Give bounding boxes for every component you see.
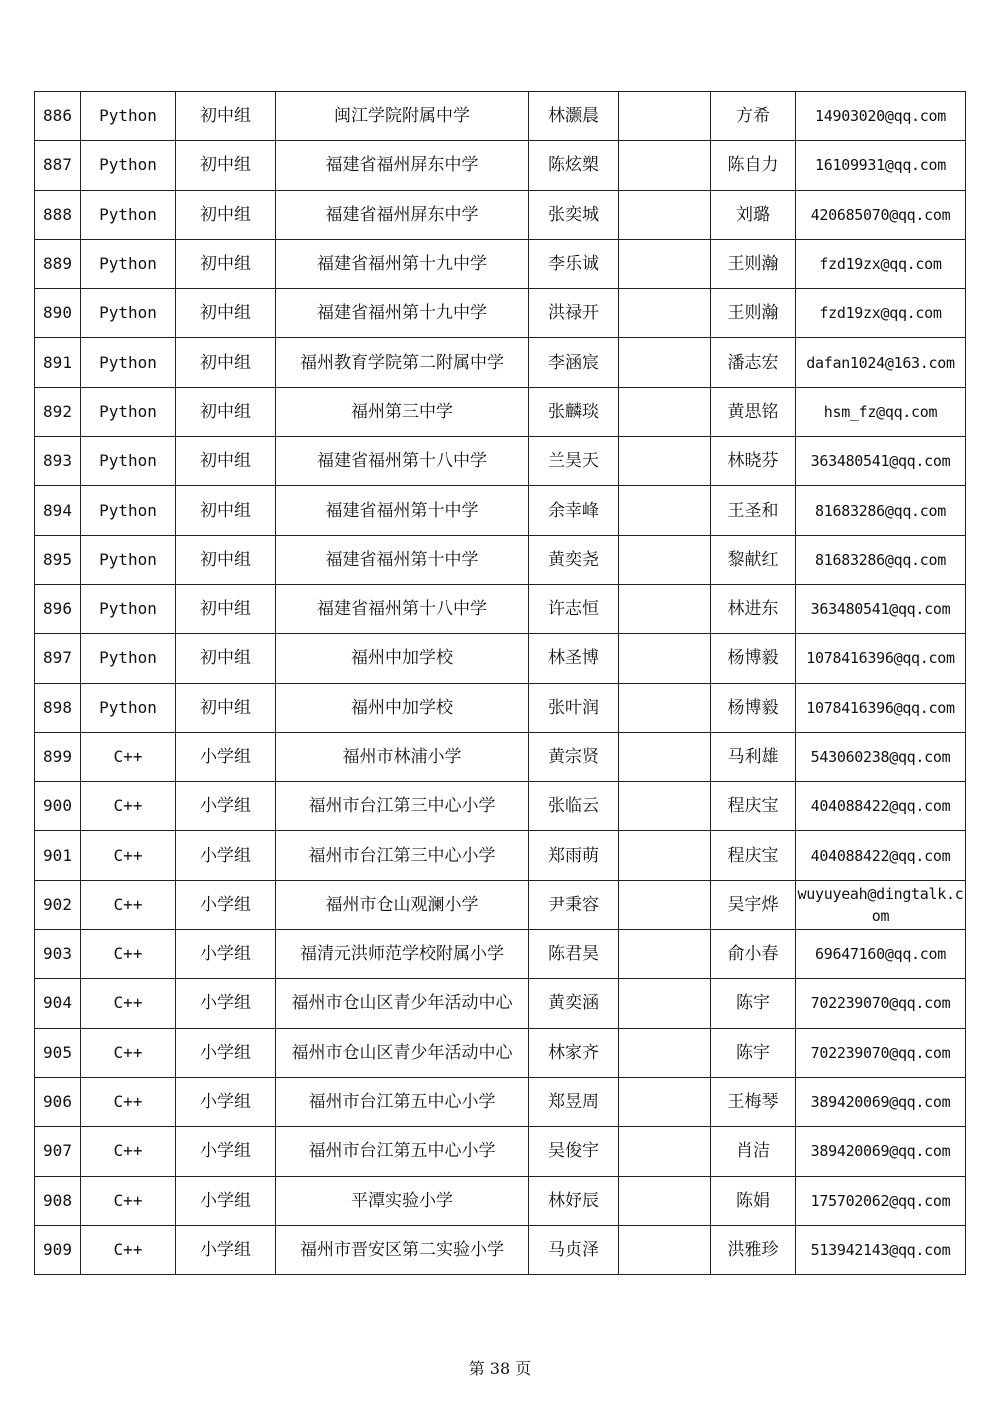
table-row	[35, 1077, 966, 1126]
group: 初中组	[176, 239, 276, 288]
contact-email: 14903020@qq.com	[796, 92, 966, 141]
teacher-name: 黄思铭	[711, 387, 796, 436]
group: 初中组	[176, 92, 276, 141]
blank-cell	[619, 239, 711, 288]
language: Python	[81, 486, 176, 535]
teacher-name: 马利雄	[711, 732, 796, 781]
student-name: 吴俊宇	[529, 1127, 619, 1176]
teacher-name: 程庆宝	[711, 782, 796, 831]
language: Python	[81, 437, 176, 486]
student-name: 林圣博	[529, 634, 619, 683]
school-name: 福州市晋安区第二实验小学	[276, 1225, 529, 1274]
entry-number: 906	[35, 1077, 81, 1126]
school-name: 福建省福州第十中学	[276, 486, 529, 535]
contact-email: 702239070@qq.com	[796, 1028, 966, 1077]
contact-email: 543060238@qq.com	[796, 732, 966, 781]
table-row	[35, 880, 966, 929]
language: Python	[81, 239, 176, 288]
school-name: 福建省福州屏东中学	[276, 190, 529, 239]
entry-number: 902	[35, 880, 81, 929]
contact-email: 702239070@qq.com	[796, 979, 966, 1028]
blank-cell	[619, 782, 711, 831]
table-row	[35, 979, 966, 1028]
blank-cell	[619, 831, 711, 880]
school-name: 闽江学院附属中学	[276, 92, 529, 141]
teacher-name: 潘志宏	[711, 338, 796, 387]
group: 小学组	[176, 831, 276, 880]
student-name: 张临云	[529, 782, 619, 831]
contact-email: hsm_fz@qq.com	[796, 387, 966, 436]
blank-cell	[619, 437, 711, 486]
contact-email: 81683286@qq.com	[796, 535, 966, 584]
blank-cell	[619, 535, 711, 584]
entry-number: 899	[35, 732, 81, 781]
entry-number: 901	[35, 831, 81, 880]
school-name: 福建省福州第十中学	[276, 535, 529, 584]
contact-email: 420685070@qq.com	[796, 190, 966, 239]
teacher-name: 林晓芬	[711, 437, 796, 486]
blank-cell	[619, 634, 711, 683]
school-name: 福建省福州第十九中学	[276, 289, 529, 338]
entry-number: 909	[35, 1225, 81, 1274]
student-name: 黄奕尧	[529, 535, 619, 584]
contact-email: 513942143@qq.com	[796, 1225, 966, 1274]
student-name: 陈君昊	[529, 930, 619, 979]
entry-number: 904	[35, 979, 81, 1028]
blank-cell	[619, 92, 711, 141]
teacher-name: 吴宇烨	[711, 880, 796, 929]
table-row	[35, 1127, 966, 1176]
student-name: 郑昱周	[529, 1077, 619, 1126]
teacher-name: 黎献红	[711, 535, 796, 584]
school-name: 福州教育学院第二附属中学	[276, 338, 529, 387]
teacher-name: 王梅琴	[711, 1077, 796, 1126]
student-name: 郑雨萌	[529, 831, 619, 880]
language: C++	[81, 1028, 176, 1077]
teacher-name: 陈娟	[711, 1176, 796, 1225]
student-name: 许志恒	[529, 584, 619, 633]
table-row	[35, 1225, 966, 1274]
language: C++	[81, 880, 176, 929]
school-name: 福州市仓山区青少年活动中心	[276, 979, 529, 1028]
table-row	[35, 732, 966, 781]
school-name: 福州市台江第五中心小学	[276, 1127, 529, 1176]
school-name: 福建省福州第十八中学	[276, 437, 529, 486]
table-row	[35, 584, 966, 633]
school-name: 福州市台江第五中心小学	[276, 1077, 529, 1126]
group: 初中组	[176, 535, 276, 584]
blank-cell	[619, 880, 711, 929]
language: Python	[81, 535, 176, 584]
contact-email: 363480541@qq.com	[796, 437, 966, 486]
contact-email: 389420069@qq.com	[796, 1077, 966, 1126]
contact-email: dafan1024@163.com	[796, 338, 966, 387]
group: 小学组	[176, 1077, 276, 1126]
language: C++	[81, 831, 176, 880]
contact-email: 16109931@qq.com	[796, 141, 966, 190]
contact-email: 81683286@qq.com	[796, 486, 966, 535]
entry-number: 907	[35, 1127, 81, 1176]
language: C++	[81, 732, 176, 781]
entry-number: 887	[35, 141, 81, 190]
table-row	[35, 239, 966, 288]
student-name: 余幸峰	[529, 486, 619, 535]
language: C++	[81, 1127, 176, 1176]
student-name: 张麟琰	[529, 387, 619, 436]
language: Python	[81, 387, 176, 436]
contact-email: 389420069@qq.com	[796, 1127, 966, 1176]
school-name: 福州市台江第三中心小学	[276, 831, 529, 880]
school-name: 福州中加学校	[276, 683, 529, 732]
group: 小学组	[176, 930, 276, 979]
student-name: 张奕城	[529, 190, 619, 239]
teacher-name: 王则瀚	[711, 239, 796, 288]
group: 初中组	[176, 387, 276, 436]
contact-email: 69647160@qq.com	[796, 930, 966, 979]
language: C++	[81, 930, 176, 979]
blank-cell	[619, 1176, 711, 1225]
language: Python	[81, 289, 176, 338]
blank-cell	[619, 486, 711, 535]
group: 小学组	[176, 732, 276, 781]
table-row	[35, 1176, 966, 1225]
contact-email: fzd19zx@qq.com	[796, 289, 966, 338]
blank-cell	[619, 979, 711, 1028]
group: 初中组	[176, 634, 276, 683]
group: 初中组	[176, 141, 276, 190]
blank-cell	[619, 732, 711, 781]
table-row	[35, 190, 966, 239]
language: C++	[81, 782, 176, 831]
student-name: 兰昊天	[529, 437, 619, 486]
table-row	[35, 141, 966, 190]
entry-number: 886	[35, 92, 81, 141]
blank-cell	[619, 1077, 711, 1126]
group: 初中组	[176, 584, 276, 633]
entry-number: 903	[35, 930, 81, 979]
teacher-name: 方希	[711, 92, 796, 141]
contact-email: 404088422@qq.com	[796, 831, 966, 880]
school-name: 福州市仓山观澜小学	[276, 880, 529, 929]
group: 小学组	[176, 880, 276, 929]
language: C++	[81, 979, 176, 1028]
teacher-name: 杨博毅	[711, 634, 796, 683]
table-row	[35, 289, 966, 338]
group: 小学组	[176, 1028, 276, 1077]
blank-cell	[619, 1028, 711, 1077]
blank-cell	[619, 387, 711, 436]
table-row	[35, 486, 966, 535]
student-name: 林灏晨	[529, 92, 619, 141]
group: 小学组	[176, 782, 276, 831]
entry-number: 900	[35, 782, 81, 831]
teacher-name: 王圣和	[711, 486, 796, 535]
student-name: 陈炫槊	[529, 141, 619, 190]
school-name: 福建省福州第十九中学	[276, 239, 529, 288]
language: Python	[81, 338, 176, 387]
group: 初中组	[176, 289, 276, 338]
school-name: 福州中加学校	[276, 634, 529, 683]
teacher-name: 刘璐	[711, 190, 796, 239]
contact-email: 1078416396@qq.com	[796, 683, 966, 732]
entry-number: 894	[35, 486, 81, 535]
table-row	[35, 831, 966, 880]
language: Python	[81, 190, 176, 239]
teacher-name: 王则瀚	[711, 289, 796, 338]
group: 初中组	[176, 437, 276, 486]
entry-number: 889	[35, 239, 81, 288]
teacher-name: 陈自力	[711, 141, 796, 190]
teacher-name: 陈宇	[711, 979, 796, 1028]
blank-cell	[619, 141, 711, 190]
group: 小学组	[176, 1127, 276, 1176]
language: C++	[81, 1225, 176, 1274]
student-name: 尹秉容	[529, 880, 619, 929]
student-name: 李涵宸	[529, 338, 619, 387]
student-name: 马贞泽	[529, 1225, 619, 1274]
student-name: 林妤辰	[529, 1176, 619, 1225]
language: C++	[81, 1176, 176, 1225]
table-row	[35, 387, 966, 436]
language: Python	[81, 634, 176, 683]
entries-table	[34, 91, 966, 1275]
table-row	[35, 1028, 966, 1077]
school-name: 福州市台江第三中心小学	[276, 782, 529, 831]
language: Python	[81, 141, 176, 190]
contact-email: 363480541@qq.com	[796, 584, 966, 633]
entry-number: 893	[35, 437, 81, 486]
blank-cell	[619, 584, 711, 633]
table-row	[35, 683, 966, 732]
teacher-name: 杨博毅	[711, 683, 796, 732]
table-row	[35, 930, 966, 979]
entry-number: 892	[35, 387, 81, 436]
entry-number: 896	[35, 584, 81, 633]
school-name: 福建省福州屏东中学	[276, 141, 529, 190]
contact-email: 404088422@qq.com	[796, 782, 966, 831]
student-name: 黄奕涵	[529, 979, 619, 1028]
blank-cell	[619, 1127, 711, 1176]
contact-email: 175702062@qq.com	[796, 1176, 966, 1225]
table-row	[35, 92, 966, 141]
entry-number: 888	[35, 190, 81, 239]
language: C++	[81, 1077, 176, 1126]
school-name: 福州市仓山区青少年活动中心	[276, 1028, 529, 1077]
language: Python	[81, 584, 176, 633]
group: 小学组	[176, 1176, 276, 1225]
language: Python	[81, 683, 176, 732]
contact-email: wuyuyeah@dingtalk.com	[796, 880, 966, 929]
teacher-name: 陈宇	[711, 1028, 796, 1077]
blank-cell	[619, 930, 711, 979]
blank-cell	[619, 289, 711, 338]
page-number: 第 38 页	[468, 1359, 532, 1378]
entry-number: 890	[35, 289, 81, 338]
blank-cell	[619, 338, 711, 387]
entry-number: 897	[35, 634, 81, 683]
teacher-name: 林进东	[711, 584, 796, 633]
contact-email: 1078416396@qq.com	[796, 634, 966, 683]
group: 初中组	[176, 683, 276, 732]
school-name: 福清元洪师范学校附属小学	[276, 930, 529, 979]
contact-email: fzd19zx@qq.com	[796, 239, 966, 288]
group: 初中组	[176, 190, 276, 239]
teacher-name: 俞小春	[711, 930, 796, 979]
group: 小学组	[176, 979, 276, 1028]
school-name: 福州第三中学	[276, 387, 529, 436]
student-name: 张叶润	[529, 683, 619, 732]
group: 小学组	[176, 1225, 276, 1274]
table-row	[35, 338, 966, 387]
entry-number: 905	[35, 1028, 81, 1077]
school-name: 福州市林浦小学	[276, 732, 529, 781]
student-name: 洪禄开	[529, 289, 619, 338]
table-row	[35, 437, 966, 486]
group: 初中组	[176, 338, 276, 387]
school-name: 平潭实验小学	[276, 1176, 529, 1225]
school-name: 福建省福州第十八中学	[276, 584, 529, 633]
teacher-name: 肖洁	[711, 1127, 796, 1176]
blank-cell	[619, 683, 711, 732]
table-body	[35, 92, 966, 1275]
student-name: 林家齐	[529, 1028, 619, 1077]
entry-number: 895	[35, 535, 81, 584]
entry-number: 908	[35, 1176, 81, 1225]
entry-number: 898	[35, 683, 81, 732]
student-name: 黄宗贤	[529, 732, 619, 781]
table-row	[35, 782, 966, 831]
entry-number: 891	[35, 338, 81, 387]
blank-cell	[619, 1225, 711, 1274]
table-row	[35, 634, 966, 683]
teacher-name: 洪雅珍	[711, 1225, 796, 1274]
student-name: 李乐诚	[529, 239, 619, 288]
blank-cell	[619, 190, 711, 239]
group: 初中组	[176, 486, 276, 535]
table-row	[35, 535, 966, 584]
language: Python	[81, 92, 176, 141]
teacher-name: 程庆宝	[711, 831, 796, 880]
